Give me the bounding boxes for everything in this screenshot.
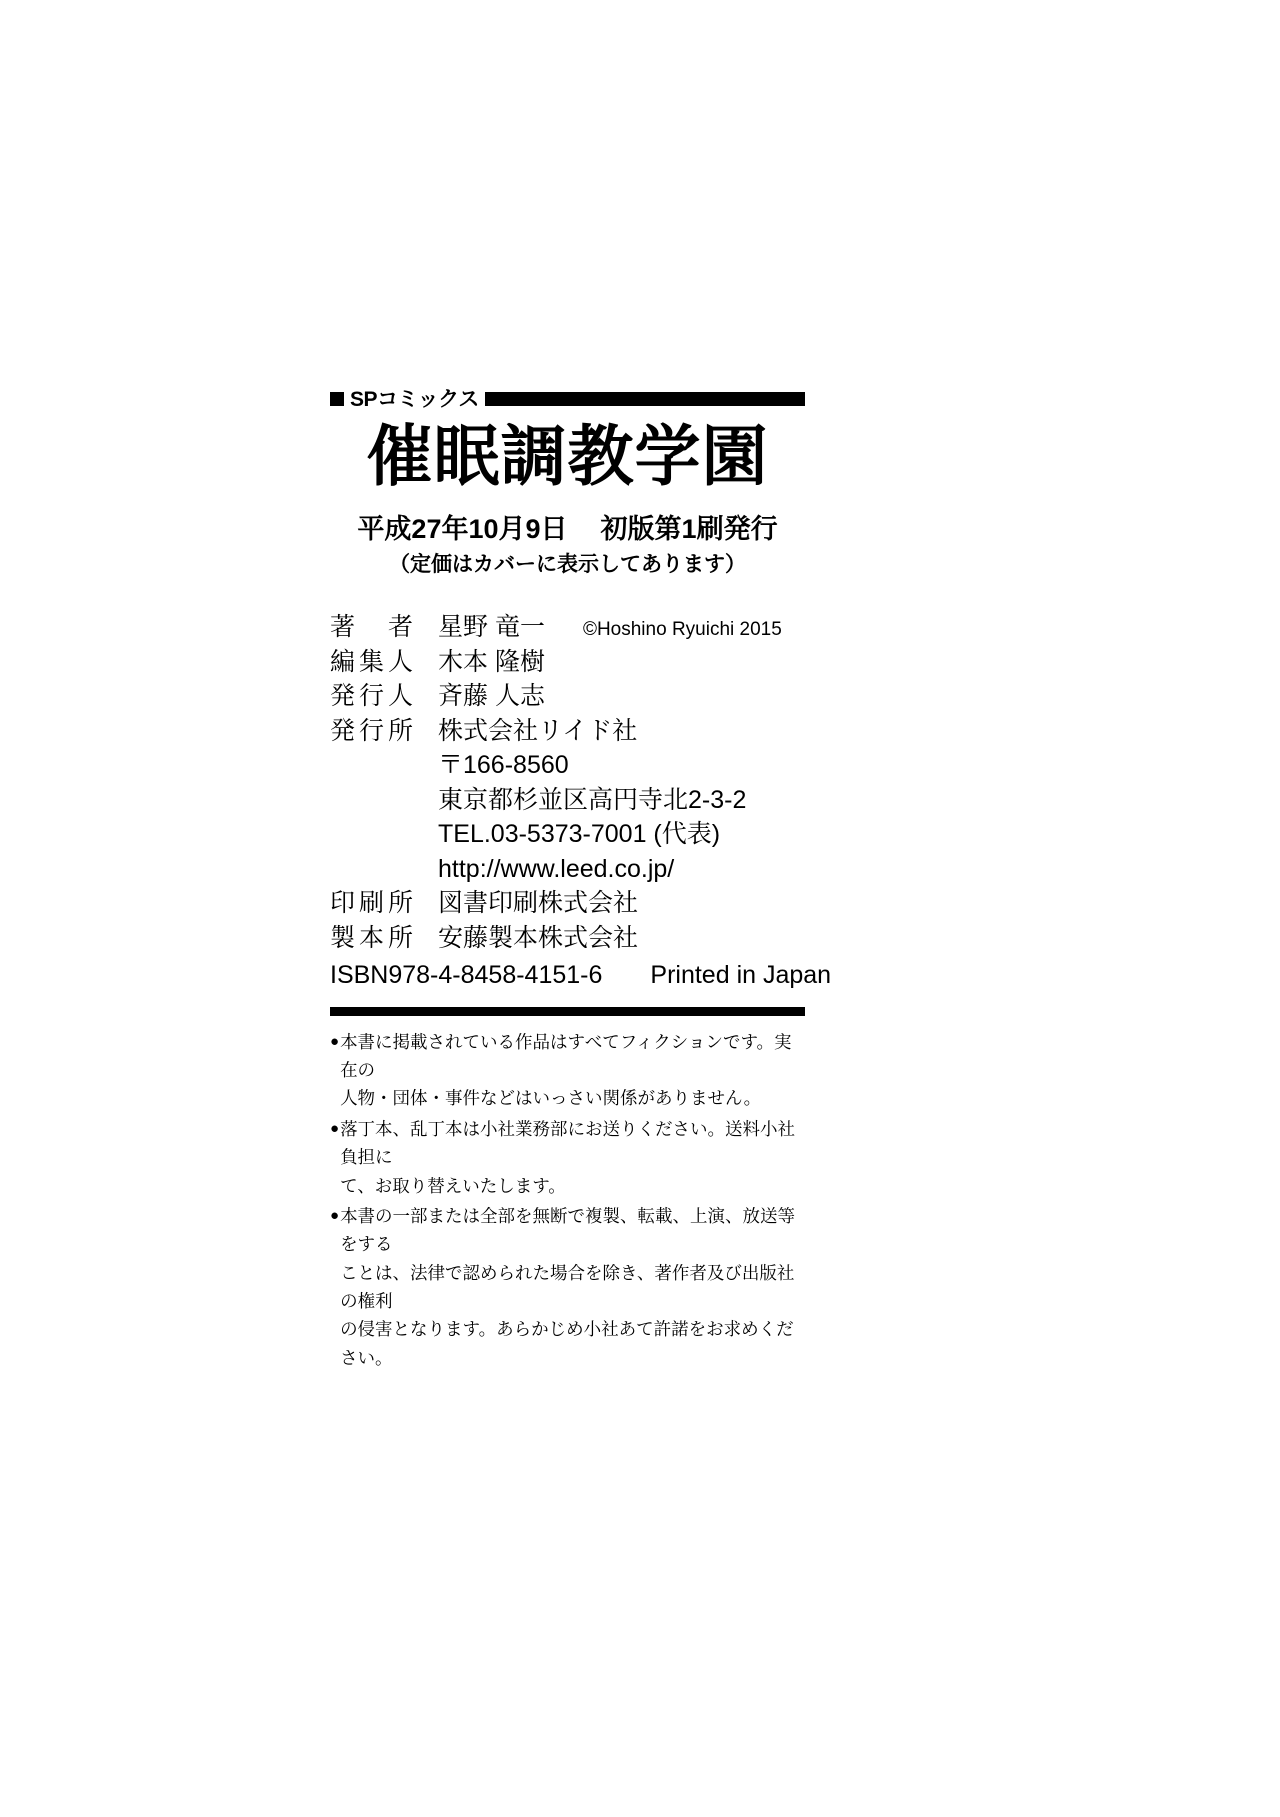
legal-note-text xyxy=(340,1028,805,1113)
credit-label: 編集人 xyxy=(330,647,418,676)
credit-value: 星野 竜一 xyxy=(438,613,545,642)
legal-note xyxy=(330,1115,805,1200)
credit-label: 印刷所 xyxy=(330,889,418,918)
publisher-address: 東京都杉並区高円寺北2-3-2 xyxy=(438,785,747,814)
bullet-icon: ● xyxy=(330,1032,340,1050)
section-divider xyxy=(330,1007,805,1016)
legal-note-line: ことは、法律で認められた場合を除き、著作者及び出版社の権利 xyxy=(340,1262,795,1311)
copyright-notice: ©Hoshino Ryuichi 2015 xyxy=(582,619,782,641)
credit-value: 斉藤 人志 xyxy=(438,682,545,711)
legal-note-line: 本書の一部または全部を無断で複製、転載、上演、放送等をする xyxy=(340,1205,796,1255)
publisher-telephone: TEL.03-5373-7001 (代表) xyxy=(438,820,721,849)
legal-note xyxy=(330,1028,805,1113)
publisher-website[interactable]: http://www.leed.co.jp/ xyxy=(438,854,675,883)
legal-note-line: 人物・団体・事件などはいっさい関係がありません。 xyxy=(340,1088,762,1109)
credit-value: 株式会社リイド社 xyxy=(438,716,638,745)
publisher-postal-code: 〒166-8560 xyxy=(438,751,569,780)
legal-note-line: 落丁本、乱丁本は小社業務部にお送りください。送料小社負担に xyxy=(340,1118,796,1168)
imprint-square-icon xyxy=(330,392,344,406)
printed-in-japan: Printed in Japan xyxy=(650,961,832,990)
legal-note-text xyxy=(340,1202,805,1372)
price-note: （定価はカバーに表示してあります） xyxy=(389,553,746,577)
bullet-icon: ● xyxy=(330,1206,340,1224)
imprint-rule xyxy=(485,392,805,406)
credit-label: 発行人 xyxy=(330,682,418,711)
credits-table xyxy=(330,610,832,993)
colophon-block xyxy=(330,387,832,1374)
credit-value: 図書印刷株式会社 xyxy=(438,889,639,918)
legal-note xyxy=(330,1202,805,1372)
legal-note-line: 本書に掲載されている作品はすべてフィクションです。実在の xyxy=(340,1031,792,1081)
credit-value: 木本 隆樹 xyxy=(438,647,545,676)
book-title: 催眠調教学園 xyxy=(366,418,769,495)
credit-row xyxy=(330,714,805,749)
credit-label: 製本所 xyxy=(330,923,418,952)
publication-date-line xyxy=(330,507,805,546)
credit-value: 安藤製本株式会社 xyxy=(438,923,639,952)
isbn-row xyxy=(330,958,832,993)
credit-row xyxy=(330,645,805,680)
credit-row xyxy=(330,886,805,921)
isbn-number: ISBN978-4-8458-4151-6 xyxy=(330,961,603,990)
publication-edition: 初版第1刷発行 xyxy=(600,514,778,545)
credit-label: 発行所 xyxy=(330,716,418,745)
legal-notes xyxy=(330,1028,805,1372)
legal-note-line: の侵害となります。あらかじめ小社あて許諾をお求めください。 xyxy=(340,1319,794,1368)
legal-note-text xyxy=(340,1115,805,1200)
publication-date: 平成27年10月9日 xyxy=(357,514,568,545)
bullet-icon: ● xyxy=(330,1119,340,1137)
legal-note-line: て、お取り替えいたします。 xyxy=(340,1175,566,1196)
imprint-label: SPコミックス xyxy=(350,387,479,411)
credit-label: 著 者 xyxy=(330,613,418,642)
credit-row xyxy=(330,610,805,645)
credit-row xyxy=(330,679,805,714)
credit-row xyxy=(330,921,805,956)
imprint-banner xyxy=(330,388,805,410)
